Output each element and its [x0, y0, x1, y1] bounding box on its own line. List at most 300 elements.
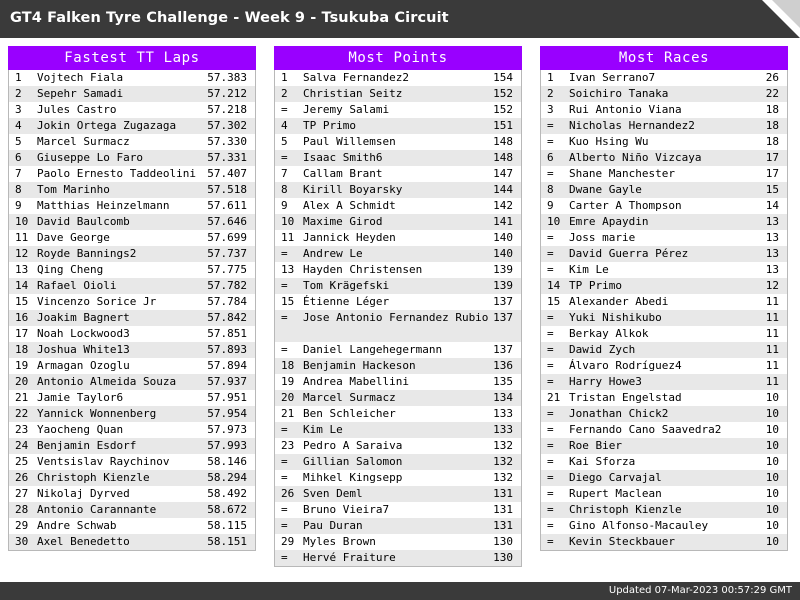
row-driver-name: Matthias Heinzelmann: [37, 199, 170, 212]
row-value: 154: [493, 71, 513, 84]
row-driver-name: Paolo Ernesto Taddeolini: [37, 167, 196, 180]
row-position: 15: [281, 295, 295, 308]
table-row: [9, 214, 255, 230]
row-position: =: [281, 455, 288, 468]
row-value: 10: [765, 423, 779, 436]
row-position: 1: [547, 71, 554, 84]
row-position: 8: [15, 183, 22, 196]
row-value: 57.784: [207, 295, 247, 308]
row-value: 14: [765, 199, 779, 212]
row-position: 29: [281, 535, 295, 548]
row-value: 57.611: [207, 199, 247, 212]
row-value: 58.146: [207, 455, 247, 468]
table-row: [275, 454, 521, 470]
column-header: Most Points: [274, 46, 522, 70]
row-driver-name: Sven Deml: [303, 487, 363, 500]
row-position: 14: [547, 279, 561, 292]
row-driver-name: Maxime Girod: [303, 215, 383, 228]
column-body: [274, 70, 522, 567]
row-value: 11: [765, 295, 779, 308]
row-value: 57.951: [207, 391, 247, 404]
row-position: 19: [15, 359, 29, 372]
row-position: 14: [15, 279, 29, 292]
row-value: 11: [765, 311, 779, 324]
row-value: 18: [765, 103, 779, 116]
table-row: [541, 438, 787, 454]
table-row: [275, 246, 521, 262]
table-row: [541, 150, 787, 166]
row-value: 57.737: [207, 247, 247, 260]
table-row: [275, 310, 521, 342]
row-value: 58.115: [207, 519, 247, 532]
row-position: =: [281, 343, 288, 356]
row-position: 3: [547, 103, 554, 116]
leaderboard-column-most-races: [540, 46, 788, 551]
row-position: =: [281, 103, 288, 116]
table-row: [275, 422, 521, 438]
row-position: 30: [15, 535, 29, 548]
row-driver-name: Antonio Carannante: [37, 503, 157, 516]
table-row: [9, 134, 255, 150]
row-driver-name: Jannick Heyden: [303, 231, 396, 244]
row-driver-name: Berkay Alkok: [569, 327, 649, 340]
row-driver-name: Marcel Surmacz: [303, 391, 396, 404]
table-row: [541, 246, 787, 262]
table-row: [9, 470, 255, 486]
table-row: [275, 550, 521, 566]
row-value: 57.782: [207, 279, 247, 292]
row-driver-name: Jonathan Chick2: [569, 407, 669, 420]
table-row: [541, 358, 787, 374]
leaderboard-column-most-points: [274, 46, 522, 567]
row-value: 57.775: [207, 263, 247, 276]
table-row: [9, 166, 255, 182]
row-driver-name: Harry Howe3: [569, 375, 642, 388]
row-driver-name: Andre Schwab: [37, 519, 117, 532]
row-value: 130: [493, 551, 513, 564]
row-position: 18: [15, 343, 29, 356]
row-driver-name: Kim Le: [569, 263, 609, 276]
table-row: [541, 118, 787, 134]
row-value: 141: [493, 215, 513, 228]
row-position: 8: [281, 183, 288, 196]
table-row: [275, 102, 521, 118]
row-value: 152: [493, 87, 513, 100]
row-position: 4: [15, 119, 22, 132]
row-value: 10: [765, 471, 779, 484]
row-position: =: [281, 279, 288, 292]
row-driver-name: Shane Manchester: [569, 167, 675, 180]
table-row: [9, 198, 255, 214]
row-position: =: [281, 519, 288, 532]
row-value: 140: [493, 247, 513, 260]
table-row: [541, 198, 787, 214]
row-driver-name: Jamie Taylor6: [37, 391, 124, 404]
table-row: [275, 390, 521, 406]
row-position: =: [547, 471, 554, 484]
row-value: 26: [765, 71, 779, 84]
table-row: [275, 118, 521, 134]
table-row: [541, 278, 787, 294]
row-position: 8: [547, 183, 554, 196]
row-driver-name: Isaac Smith6: [303, 151, 383, 164]
row-position: 7: [15, 167, 22, 180]
row-driver-name: Marcel Surmacz: [37, 135, 130, 148]
table-row: [275, 134, 521, 150]
row-position: =: [281, 311, 288, 324]
row-driver-name: Pedro A Saraiva: [303, 439, 403, 452]
row-value: 57.894: [207, 359, 247, 372]
title-bar: [0, 0, 800, 38]
column-body: [540, 70, 788, 551]
row-value: 131: [493, 503, 513, 516]
row-value: 134: [493, 391, 513, 404]
row-value: 12: [765, 279, 779, 292]
row-position: 17: [15, 327, 29, 340]
row-position: 9: [547, 199, 554, 212]
table-row: [9, 310, 255, 326]
row-driver-name: David Baulcomb: [37, 215, 130, 228]
table-row: [9, 230, 255, 246]
row-position: 21: [281, 407, 295, 420]
row-position: 21: [15, 391, 29, 404]
row-driver-name: Nicholas Hernandez2: [569, 119, 695, 132]
table-row: [541, 390, 787, 406]
row-driver-name: Kuo Hsing Wu: [569, 135, 649, 148]
table-row: [9, 502, 255, 518]
row-value: 137: [493, 343, 513, 356]
row-driver-name: Roe Bier: [569, 439, 622, 452]
row-position: 9: [15, 199, 22, 212]
row-position: 3: [15, 103, 22, 116]
table-row: [9, 278, 255, 294]
row-position: 5: [15, 135, 22, 148]
row-value: 57.893: [207, 343, 247, 356]
row-driver-name: Tom Krägefski: [303, 279, 390, 292]
table-row: [541, 310, 787, 326]
row-position: 6: [15, 151, 22, 164]
row-position: =: [547, 487, 554, 500]
updated-timestamp: Updated 07-Mar-2023 00:57:29 GMT: [608, 585, 792, 596]
row-driver-name: Gino Alfonso-Macauley: [569, 519, 709, 532]
table-row: [9, 262, 255, 278]
row-position: =: [281, 471, 288, 484]
row-value: 57.842: [207, 311, 247, 324]
row-position: =: [281, 247, 288, 260]
table-row: [9, 374, 255, 390]
row-position: 26: [15, 471, 29, 484]
row-value: 148: [493, 151, 513, 164]
row-value: 57.518: [207, 183, 247, 196]
row-driver-name: Royde Bannings2: [37, 247, 137, 260]
row-driver-name: Rui Antonio Viana: [569, 103, 682, 116]
row-driver-name: Alex A Schmidt: [303, 199, 396, 212]
row-position: 22: [15, 407, 29, 420]
row-value: 57.407: [207, 167, 247, 180]
row-position: 11: [281, 231, 295, 244]
row-position: =: [281, 151, 288, 164]
row-position: =: [281, 503, 288, 516]
row-value: 57.993: [207, 439, 247, 452]
table-row: [275, 262, 521, 278]
row-position: 2: [547, 87, 554, 100]
table-row: [275, 166, 521, 182]
table-row: [275, 278, 521, 294]
row-driver-name: Soichiro Tanaka: [569, 87, 669, 100]
row-driver-name: David Guerra Pérez: [569, 247, 689, 260]
row-position: =: [547, 439, 554, 452]
row-position: 16: [15, 311, 29, 324]
row-position: 1: [15, 71, 22, 84]
row-driver-name: Joshua White13: [37, 343, 130, 356]
row-driver-name: Myles Brown: [303, 535, 376, 548]
row-driver-name: Sepehr Samadi: [37, 87, 124, 100]
row-position: 15: [547, 295, 561, 308]
table-row: [275, 374, 521, 390]
row-value: 57.851: [207, 327, 247, 340]
row-position: 10: [281, 215, 295, 228]
row-position: 23: [15, 423, 29, 436]
row-value: 58.294: [207, 471, 247, 484]
row-value: 136: [493, 359, 513, 372]
row-driver-name: Ivan Serrano7: [569, 71, 656, 84]
row-value: 10: [765, 455, 779, 468]
row-driver-name: Qing Cheng: [37, 263, 104, 276]
table-row: [275, 358, 521, 374]
table-row: [275, 406, 521, 422]
row-driver-name: Jeremy Salami: [303, 103, 390, 116]
row-driver-name: Fernando Cano Saavedra2: [569, 423, 722, 436]
row-value: 137: [493, 295, 513, 308]
table-row: [9, 518, 255, 534]
row-driver-name: Ventsislav Raychinov: [37, 455, 170, 468]
row-position: 4: [281, 119, 288, 132]
row-driver-name: Diego Carvajal: [569, 471, 662, 484]
row-driver-name: Salva Fernandez2: [303, 71, 409, 84]
row-driver-name: Emre Apaydin: [569, 215, 649, 228]
row-value: 57.330: [207, 135, 247, 148]
table-row: [9, 438, 255, 454]
row-driver-name: Christoph Kienzle: [569, 503, 682, 516]
row-driver-name: Benjamin Hackeson: [303, 359, 416, 372]
row-value: 132: [493, 455, 513, 468]
row-position: =: [547, 231, 554, 244]
row-position: 9: [281, 199, 288, 212]
table-row: [541, 454, 787, 470]
row-position: 26: [281, 487, 295, 500]
column-header: Most Races: [540, 46, 788, 70]
row-value: 10: [765, 391, 779, 404]
table-row: [9, 326, 255, 342]
row-position: =: [547, 535, 554, 548]
row-value: 17: [765, 167, 779, 180]
table-row: [275, 342, 521, 358]
row-driver-name: Dave George: [37, 231, 110, 244]
table-row: [541, 102, 787, 118]
row-value: 130: [493, 535, 513, 548]
table-row: [275, 182, 521, 198]
row-driver-name: Andrea Mabellini: [303, 375, 409, 388]
row-position: 18: [281, 359, 295, 372]
row-driver-name: Ben Schleicher: [303, 407, 396, 420]
row-position: 15: [15, 295, 29, 308]
row-driver-name: Hervé Fraiture: [303, 551, 396, 564]
table-row: [9, 390, 255, 406]
table-row: [9, 486, 255, 502]
table-row: [9, 102, 255, 118]
row-value: 13: [765, 231, 779, 244]
row-position: 1: [281, 71, 288, 84]
row-value: 57.937: [207, 375, 247, 388]
row-value: 10: [765, 439, 779, 452]
table-row: [9, 182, 255, 198]
row-position: 13: [15, 263, 29, 276]
row-position: 7: [281, 167, 288, 180]
row-driver-name: Armagan Ozoglu: [37, 359, 130, 372]
table-row: [541, 166, 787, 182]
row-driver-name: Daniel Langehegermann: [303, 343, 443, 356]
table-row: [541, 182, 787, 198]
row-value: 133: [493, 407, 513, 420]
table-row: [541, 518, 787, 534]
row-value: 137: [493, 311, 513, 324]
row-driver-name: Tristan Engelstad: [569, 391, 682, 404]
table-row: [9, 70, 255, 86]
row-position: 19: [281, 375, 295, 388]
row-value: 10: [765, 407, 779, 420]
row-position: 23: [281, 439, 295, 452]
table-row: [9, 86, 255, 102]
table-row: [541, 70, 787, 86]
row-driver-name: Christoph Kienzle: [37, 471, 150, 484]
row-position: 6: [547, 151, 554, 164]
table-row: [9, 358, 255, 374]
row-driver-name: Yannick Wonnenberg: [37, 407, 157, 420]
row-position: =: [547, 359, 554, 372]
table-row: [541, 134, 787, 150]
row-driver-name: Yuki Nishikubo: [569, 311, 662, 324]
row-value: 10: [765, 487, 779, 500]
row-position: =: [547, 247, 554, 260]
row-value: 57.212: [207, 87, 247, 100]
row-value: 10: [765, 503, 779, 516]
row-value: 13: [765, 247, 779, 260]
row-driver-name: Giuseppe Lo Faro: [37, 151, 143, 164]
row-driver-name: Vincenzo Sorice Jr: [37, 295, 157, 308]
table-row: [541, 374, 787, 390]
row-position: 12: [15, 247, 29, 260]
row-value: 15: [765, 183, 779, 196]
row-driver-name: Joakim Bagnert: [37, 311, 130, 324]
row-driver-name: Hayden Christensen: [303, 263, 423, 276]
row-value: 147: [493, 167, 513, 180]
row-driver-name: Rafael Oioli: [37, 279, 117, 292]
row-position: =: [547, 311, 554, 324]
row-driver-name: Pau Duran: [303, 519, 363, 532]
row-value: 132: [493, 471, 513, 484]
row-position: 2: [15, 87, 22, 100]
corner-fold-shadow: [772, 0, 800, 28]
row-value: 57.973: [207, 423, 247, 436]
footer-bar: [0, 582, 800, 600]
row-value: 139: [493, 279, 513, 292]
row-position: =: [547, 423, 554, 436]
row-value: 57.954: [207, 407, 247, 420]
row-value: 13: [765, 215, 779, 228]
row-position: 28: [15, 503, 29, 516]
table-row: [9, 422, 255, 438]
table-row: [541, 262, 787, 278]
table-row: [275, 294, 521, 310]
row-driver-name: Bruno Vieira7: [303, 503, 390, 516]
table-row: [275, 70, 521, 86]
table-row: [541, 214, 787, 230]
row-value: 10: [765, 535, 779, 548]
row-driver-name: Alexander Abedi: [569, 295, 669, 308]
row-position: =: [281, 551, 288, 564]
row-value: 58.672: [207, 503, 247, 516]
table-row: [9, 118, 255, 134]
row-position: =: [547, 519, 554, 532]
row-value: 11: [765, 375, 779, 388]
table-row: [275, 214, 521, 230]
row-driver-name: Gillian Salomon: [303, 455, 403, 468]
row-position: 5: [281, 135, 288, 148]
table-row: [9, 534, 255, 550]
table-row: [275, 438, 521, 454]
row-position: =: [547, 119, 554, 132]
row-position: 2: [281, 87, 288, 100]
row-driver-name: Christian Seitz: [303, 87, 403, 100]
row-position: =: [547, 343, 554, 356]
row-position: =: [547, 503, 554, 516]
row-value: 57.218: [207, 103, 247, 116]
table-row: [275, 150, 521, 166]
row-driver-name: Jose Antonio Fernandez Rubio: [303, 311, 489, 324]
row-driver-name: Andrew Le: [303, 247, 363, 260]
row-driver-name: Mihkel Kingsepp: [303, 471, 403, 484]
table-row: [541, 534, 787, 550]
row-value: 11: [765, 327, 779, 340]
row-value: 18: [765, 135, 779, 148]
row-driver-name: Antonio Almeida Souza: [37, 375, 177, 388]
row-position: =: [281, 423, 288, 436]
row-driver-name: Dawid Zych: [569, 343, 636, 356]
row-position: =: [547, 375, 554, 388]
table-row: [275, 534, 521, 550]
row-driver-name: Tom Marinho: [37, 183, 110, 196]
row-value: 11: [765, 343, 779, 356]
row-value: 22: [765, 87, 779, 100]
row-value: 57.646: [207, 215, 247, 228]
row-driver-name: Benjamin Esdorf: [37, 439, 137, 452]
row-driver-name: Étienne Léger: [303, 295, 390, 308]
row-driver-name: Axel Benedetto: [37, 535, 130, 548]
row-driver-name: Kirill Boyarsky: [303, 183, 403, 196]
table-row: [275, 470, 521, 486]
table-row: [275, 502, 521, 518]
row-value: 131: [493, 519, 513, 532]
row-position: 20: [15, 375, 29, 388]
row-value: 139: [493, 263, 513, 276]
row-value: 17: [765, 151, 779, 164]
row-value: 18: [765, 119, 779, 132]
row-driver-name: TP Primo: [303, 119, 356, 132]
table-row: [9, 150, 255, 166]
row-driver-name: Joss marie: [569, 231, 636, 244]
table-row: [541, 342, 787, 358]
row-value: 142: [493, 199, 513, 212]
